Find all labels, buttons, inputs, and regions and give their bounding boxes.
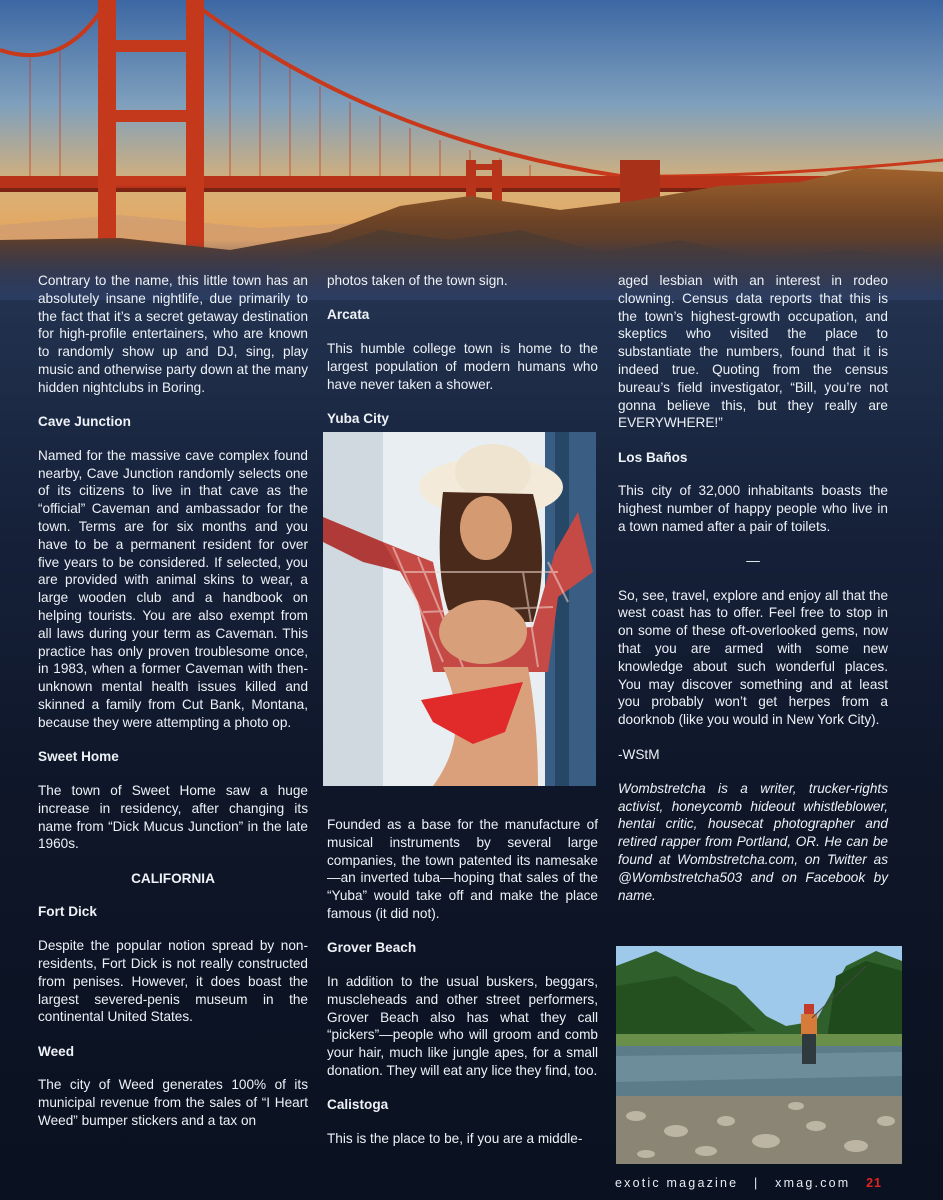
section-separator: — bbox=[746, 553, 760, 569]
article-column-2 bbox=[327, 272, 598, 444]
calistoga-paragraph: This is the place to be, if you are a middle- bbox=[327, 1131, 583, 1147]
los-banos-paragraph: This city of 32,000 inhabitants boasts the highest number of happy people who live in a town named after a pair of toilets. bbox=[618, 483, 888, 535]
cave-junction-paragraph: Named for the massive cave complex found nearby, Cave Junction randomly selects one of its citizens to live in that cave as the “official” Caveman and ambassador for the town. Terms are for six months and you have to be a permanent resident for over five years to be considered. If selected, you are provided with animal skins to wear, a large wooden club and a handbook on helping tourists. You are also exempt from all laws during your term as Caveman. This practice has only proven troublesome once, in 1983, when a former Caveman with then-unknown mental health issues killed and skinned a family from Cut Bank, Montana, because they were attempting a photo op. bbox=[38, 447, 308, 730]
weed-paragraph: The city of Weed generates 100% of its municipal revenue from the sales of “I Heart Weed” bumper stickers and a tax on bbox=[38, 1077, 308, 1129]
calistoga-continuation: aged lesbian with an interest in rodeo clowning. Census data reports that this is the town’s highest-growth occupation, and skeptics who visited the place to substantiate the numbers, found that it is indeed true. Quoting from the census bureau’s field investigator, “Bill, you’re not gonna believe this, but they really are EVERYWHERE!” bbox=[618, 273, 888, 431]
sweet-home-paragraph: The town of Sweet Home saw a huge increase in residency, after changing its name from “Dick Mucus Junction” in the late 1960s. bbox=[38, 782, 308, 852]
closing-paragraph: So, see, travel, explore and enjoy all that the west coast has to offer. Feel free to stop in on some of these oft-overlooked gems, now that you are armed with some new knowledge about such wonderful places. You may discover something and at least you probably won’t get herpes from a doorknob (like you would in New York City). bbox=[618, 587, 888, 728]
magazine-name: exotic magazine bbox=[615, 1176, 739, 1190]
fly-fishing-river-photo bbox=[616, 946, 902, 1164]
yuba-city-paragraph: Founded as a base for the manufacture of musical instruments by several large companies, the town patented its namesake—an inverted tuba—hoping that sales of the “Yuba” would take off and make the place famous (it did not). bbox=[327, 817, 598, 921]
town-sign-continuation: photos taken of the town sign. bbox=[327, 273, 508, 288]
golden-gate-bridge-photo bbox=[0, 0, 943, 300]
model-photo bbox=[323, 432, 596, 786]
fort-dick-heading: Fort Dick bbox=[38, 904, 97, 920]
page-footer bbox=[615, 1176, 905, 1190]
arcata-paragraph: This humble college town is home to the largest population of modern humans who have never taken a shower. bbox=[327, 341, 598, 392]
boring-paragraph: Contrary to the name, this little town has an absolutely insane nightlife, due primarily to the fact that it’s a secret getaway destination for high-profile entertainers, who are known to randomly show up and DJ, sing, play music and otherwise party down at the many hidden nightclubs in Boring. bbox=[38, 273, 308, 395]
footer-divider: | bbox=[754, 1176, 760, 1190]
sweet-home-heading: Sweet Home bbox=[38, 749, 119, 765]
site-url: xmag.com bbox=[775, 1176, 851, 1190]
arcata-heading: Arcata bbox=[327, 307, 370, 323]
author-bio: Wombstretcha is a writer, trucker-rights activist, honeycomb hideout whistleblower, hentai critic, housecat photographer and retired rapper from Portland, OR. He can be found at Wombstretcha.com, on Twitter as @Wombstretcha503 and on Facebook by name. bbox=[618, 780, 888, 903]
calistoga-heading: Calistoga bbox=[327, 1097, 389, 1113]
los-banos-heading: Los Baños bbox=[618, 449, 688, 465]
yuba-city-heading: Yuba City bbox=[327, 410, 389, 426]
grover-beach-heading: Grover Beach bbox=[327, 940, 417, 956]
weed-heading: Weed bbox=[38, 1043, 75, 1059]
fort-dick-paragraph: Despite the popular notion spread by non-residents, Fort Dick is not really constructed from penises. However, it does boast the largest severed-penis museum in the continental United States. bbox=[38, 938, 308, 1025]
california-section-heading: CALIFORNIA bbox=[131, 870, 215, 886]
article-column-1 bbox=[38, 272, 308, 1146]
article-column-3 bbox=[618, 272, 888, 921]
author-signoff: -WStM bbox=[618, 746, 660, 762]
page-number: 21 bbox=[866, 1176, 883, 1190]
article-column-2-continued bbox=[327, 816, 598, 1164]
grover-beach-paragraph: In addition to the usual buskers, beggars, muscleheads and other street performers, Grover Beach also has what they call “pickers”—people who will groom and comb your hair, much like jungle apes, for a small donation. They will eat any lice they find, too. bbox=[327, 974, 598, 1079]
cave-junction-heading: Cave Junction bbox=[38, 414, 131, 430]
